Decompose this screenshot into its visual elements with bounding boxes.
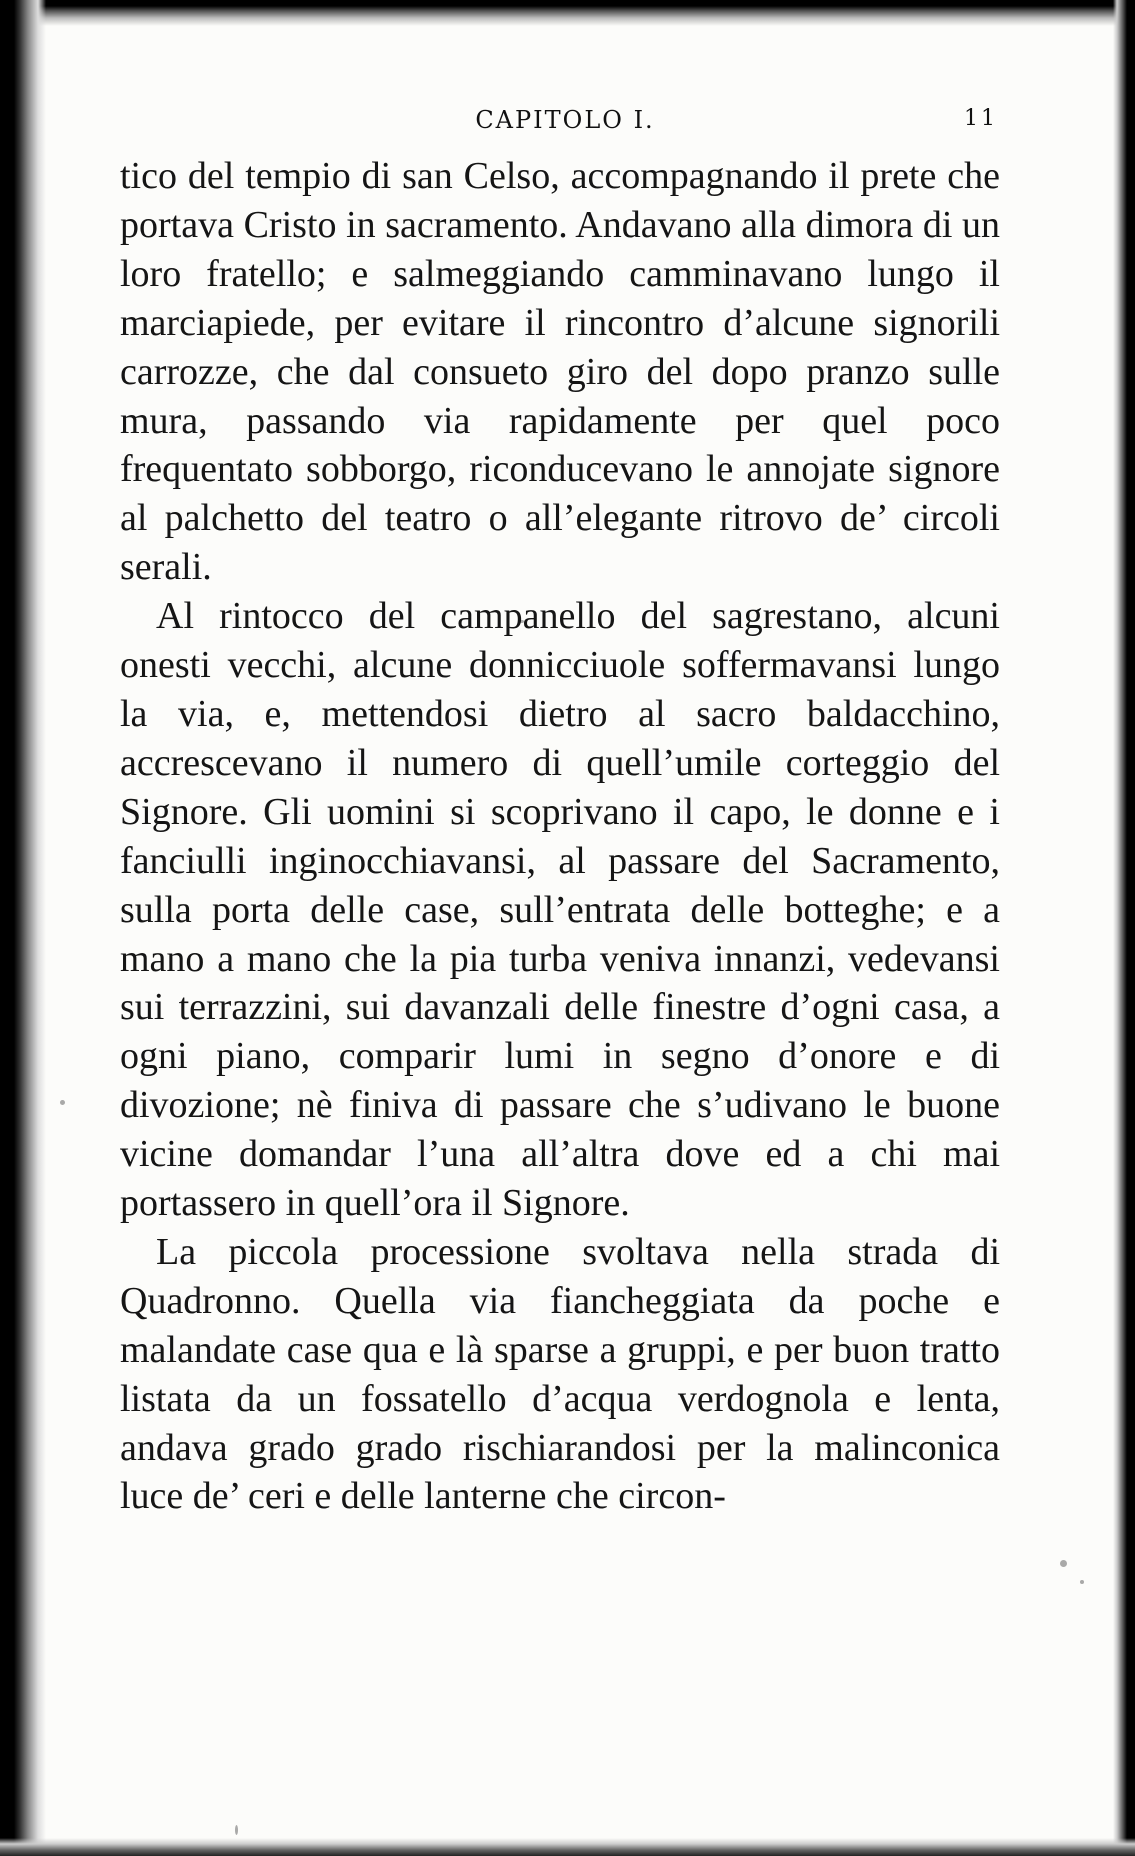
scan-speckle [1080,1580,1084,1584]
scan-speckle [1060,1560,1067,1567]
scan-edge-top [0,0,1135,26]
scan-speckle [60,1100,65,1105]
paragraph: La piccola processione svoltava nella strada di Quadronno. Quella via fiancheggiata da poche e malandate case qua e là sparse a gruppi, e per buon tratto listata da un fossatello d’acqua verdognola e lenta, andava grado grado rischiarandosi per la malinconica luce de’ ceri e delle lanterne che circon- [120,1230,1000,1518]
paragraph-continued: tico del tempio di san Celso, accompagnando il prete che portava Cristo in sacramento. Andavano alla dimora di un loro fratello; e salmeggiando camminavano lungo il marciapiede, per evitare il rincontro d’alcune signorili carrozze, che dal consueto giro del dopo pranzo sulle mura, passando via rapidamente per quel poco frequentato sobborgo, riconducevano le annojate signore al palchetto del teatro o all’elegante ritrovo de’ circoli serali. [120,155,1000,589]
page-number: 11 [964,106,998,131]
body-text [120,152,1000,1521]
scan-edge-bottom [0,1838,1135,1856]
scan-edge-left [0,0,46,1856]
page-header [120,102,1010,142]
paragraph: Al rintocco del campanello del sagrestano, alcuni onesti vecchi, alcune donnicciuole soffermavansi lungo la via, e, mettendosi dietro al sacro baldacchino, accrescevano il numero di quell’umile corteggio del Signore. Gli uomini si scoprivano il capo, le donne e i fanciulli inginocchiavansi, al passare del Sacramento, sulla porta delle case, sull’entrata delle botteghe; e a mano a mano che la pia turba veniva innanzi, vedevansi sui terrazzini, sui davanzali delle finestre d’ogni casa, a ogni piano, comparir lumi in segno d’onore e di divozione; nè finiva di passare che s’udivano le buone vicine domandar l’una all’altra dove ed a chi mai portassero in quell’ora il Signore. [120,595,1000,1225]
scan-edge-right [1113,0,1135,1856]
running-head: CAPITOLO I. [475,106,655,134]
scan-speckle [235,1825,238,1835]
